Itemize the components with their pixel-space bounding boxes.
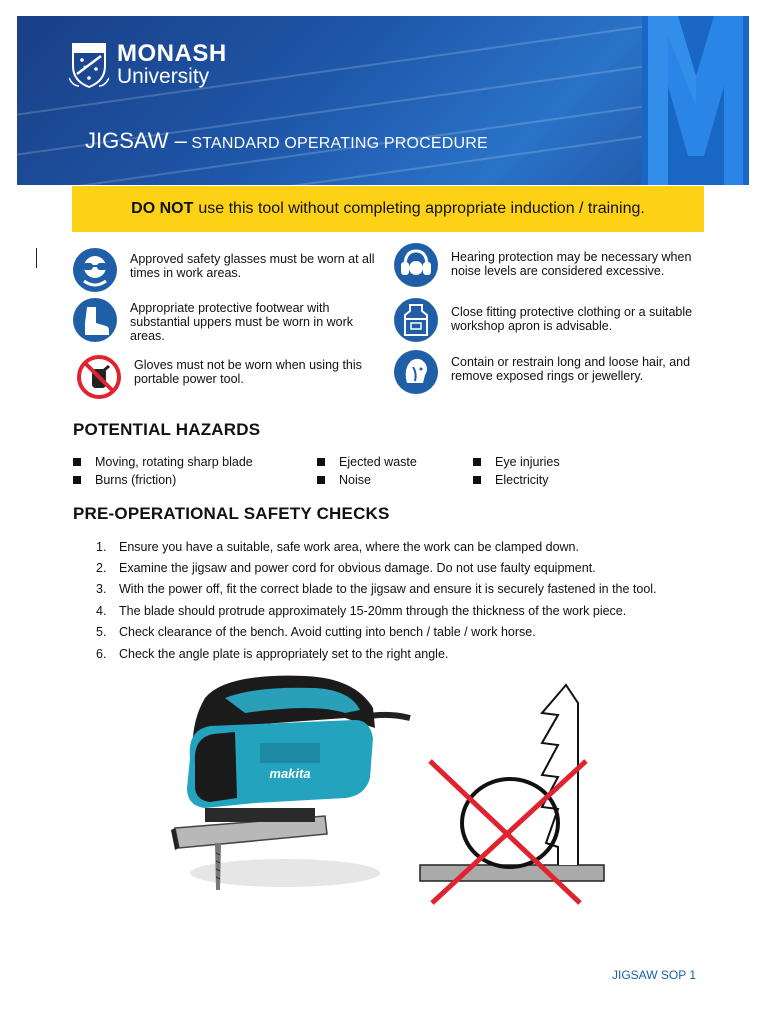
hazard-text: Moving, rotating sharp blade (95, 455, 253, 469)
safety-footwear-icon (72, 297, 118, 343)
hazard-text: Electricity (495, 473, 549, 487)
check-number: 6. (96, 646, 107, 661)
crest-icon (69, 40, 109, 88)
hazard-item (317, 455, 417, 469)
incorrect-angle-diagram (418, 683, 608, 905)
university-name-line1: MONASH (117, 39, 227, 67)
bullet-icon (73, 476, 81, 484)
check-item (96, 557, 716, 578)
check-text: Ensure you have a suitable, safe work area, where the work can be clamped down. (119, 539, 579, 554)
ppe-text: Appropriate protective footwear with substantial uppers must be worn in work areas. (130, 301, 354, 343)
jigsaw-image (165, 668, 415, 903)
apron-icon (393, 297, 439, 343)
hazard-text: Ejected waste (339, 455, 417, 469)
check-item (96, 643, 716, 664)
text-cursor (36, 248, 37, 268)
checks-heading: PRE-OPERATIONAL SAFETY CHECKS (73, 504, 390, 523)
warning-banner (72, 186, 704, 232)
monash-m-graphic (642, 16, 749, 185)
warning-text: use this tool without completing appropriate induction / training. (198, 200, 645, 217)
title-main: JIGSAW – (85, 128, 187, 153)
header-banner (17, 16, 749, 185)
check-number: 5. (96, 625, 107, 640)
ppe-text: Approved safety glasses must be worn at all times in work areas. (130, 252, 375, 280)
long-hair-icon (393, 349, 439, 395)
jigsaw-brand-label: makita (269, 766, 311, 781)
check-number: 1. (96, 539, 107, 554)
warning-bold: DO NOT (131, 200, 194, 217)
hazard-item (73, 455, 253, 469)
ppe-text: Gloves must not be worn when using this portable power tool. (134, 358, 362, 386)
check-item (96, 536, 716, 557)
hearing-protection-icon (393, 242, 439, 288)
hazard-text: Burns (friction) (95, 473, 177, 487)
ppe-text: Close fitting protective clothing or a suitable workshop apron is advisable. (451, 305, 693, 333)
ppe-item (72, 247, 375, 293)
bullet-icon (473, 458, 481, 466)
bullet-icon (73, 458, 81, 466)
check-text: Check the angle plate is appropriately set to the right angle. (119, 646, 449, 661)
hazard-item (473, 473, 548, 487)
check-number: 4. (96, 603, 107, 618)
hazard-item (473, 455, 560, 469)
monash-logo (69, 40, 227, 88)
check-text: Check clearance of the bench. Avoid cutting into bench / table / work horse. (119, 625, 536, 640)
check-item (96, 579, 716, 600)
footer-label: JIGSAW SOP 1 (612, 968, 697, 982)
ppe-text: Contain or restrain long and loose hair, and remove exposed rings or jewellery. (451, 355, 691, 383)
safety-glasses-icon (72, 247, 118, 293)
checks-list (96, 536, 716, 664)
hazard-item (317, 473, 371, 487)
ppe-item (393, 242, 696, 288)
check-text: The blade should protrude approximately 15-20mm through the thickness of the work piece. (119, 603, 627, 618)
ppe-text: Hearing protection may be necessary when noise levels are considered excessive. (451, 250, 692, 278)
ppe-item (76, 354, 374, 400)
bullet-icon (317, 476, 325, 484)
hazard-item (73, 473, 176, 487)
bullet-icon (473, 476, 481, 484)
document-title (85, 128, 488, 154)
bullet-icon (317, 458, 325, 466)
ppe-item (72, 297, 370, 343)
no-gloves-icon (76, 354, 122, 400)
check-text: With the power off, fit the correct blade to the jigsaw and ensure it is securely fastened in the tool. (119, 582, 657, 597)
check-item (96, 622, 716, 643)
university-name-line2: University (117, 64, 210, 88)
title-sub: STANDARD OPERATING PROCEDURE (191, 135, 488, 152)
hazard-text: Noise (339, 473, 371, 487)
hazards-heading: POTENTIAL HAZARDS (73, 420, 261, 439)
check-number: 2. (96, 561, 107, 576)
check-item (96, 600, 716, 621)
hazard-text: Eye injuries (495, 455, 560, 469)
check-text: Examine the jigsaw and power cord for obvious damage. Do not use faulty equipment. (119, 561, 596, 576)
ppe-item (393, 297, 696, 343)
ppe-item (393, 349, 691, 395)
check-number: 3. (96, 582, 107, 597)
